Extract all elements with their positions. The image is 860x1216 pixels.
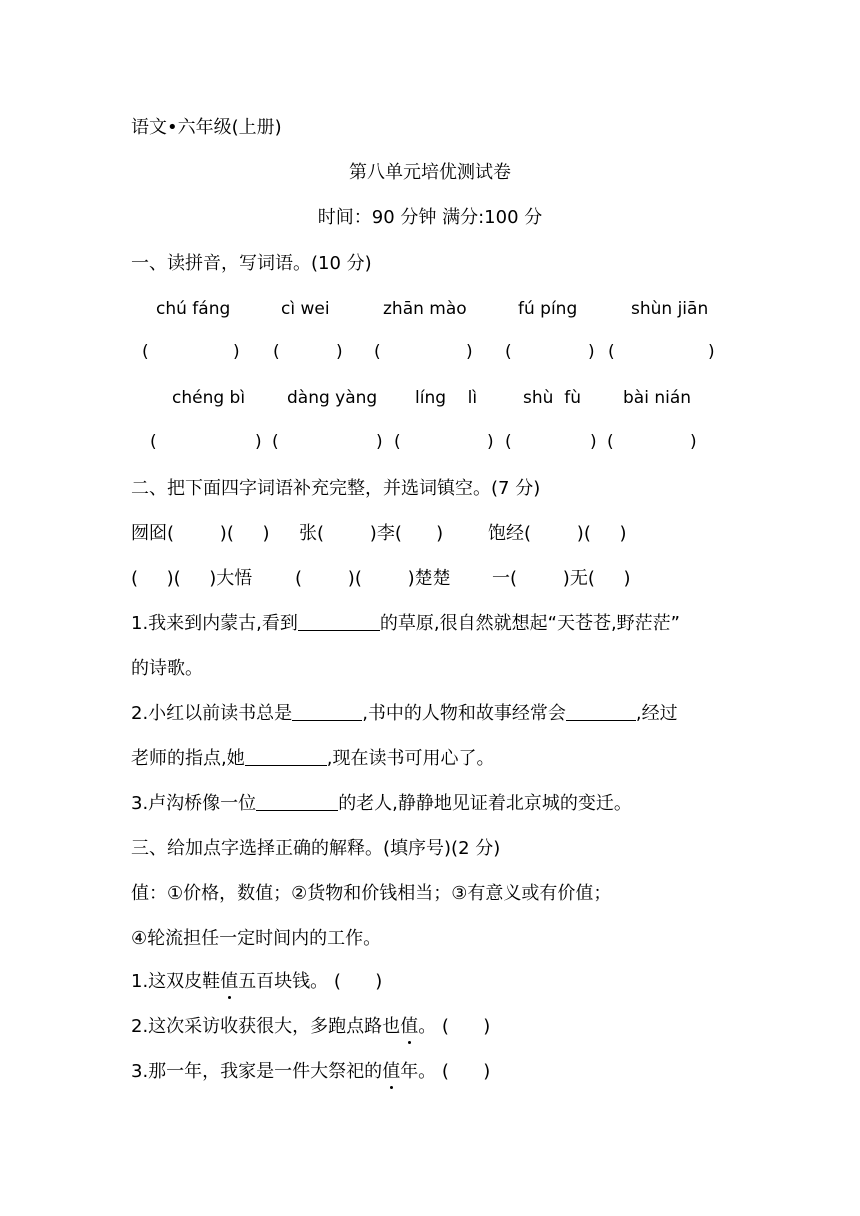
choice-question-2 xyxy=(131,1015,490,1039)
choice-question-1 xyxy=(131,970,382,994)
section3-heading: 三、给加点字选择正确的解释。(填序号)(2 分) xyxy=(131,838,501,859)
fill-question-1 xyxy=(131,612,680,636)
question-text: 2.小红以前读书总是 xyxy=(131,703,293,724)
answer-bracket-close: ) xyxy=(466,342,473,362)
fill-question-2-cont xyxy=(131,747,494,771)
answer-bracket-open: ( xyxy=(272,432,279,452)
answer-bracket-close: ) xyxy=(487,432,494,452)
answer-bracket-close: ) xyxy=(690,432,697,452)
pinyin-item: líng lì xyxy=(415,388,478,408)
question-text: 3.卢沟桥像一位 xyxy=(131,793,257,814)
question-text: 老师的指点,她 xyxy=(131,748,245,769)
definition-line-2: ④轮流担任一定时间内的工作。 xyxy=(131,928,382,949)
exam-title: 第八单元培优测试卷 xyxy=(349,162,511,183)
question-text: 3.那一年，我家是一件大祭祀的 xyxy=(131,1061,383,1082)
idiom-item: 张( )李( ) xyxy=(299,523,444,544)
answer-bracket-close: ) xyxy=(336,342,343,362)
dotted-character: 值 xyxy=(382,1061,401,1082)
pinyin-item: zhān mào xyxy=(383,299,467,319)
pinyin-item: cì wei xyxy=(281,299,330,319)
question-text: ,经过 xyxy=(635,703,678,724)
exam-time-info: 时间：90 分钟 满分:100 分 xyxy=(317,207,543,228)
dotted-character: 值 xyxy=(220,971,239,992)
pinyin-item: dàng yàng xyxy=(287,388,378,408)
answer-bracket-open: ( xyxy=(607,432,614,452)
answer-bracket-open: ( xyxy=(394,432,401,452)
section2-heading: 二、把下面四字词语补充完整，并选词镇空。(7 分) xyxy=(131,478,541,499)
pinyin-item: fú píng xyxy=(518,299,578,319)
question-text: 的草原,很自然就想起“天苍苍,野茫茫” xyxy=(379,613,680,634)
answer-bracket-close: ) xyxy=(255,432,262,452)
answer-blank[interactable] xyxy=(245,747,327,766)
idiom-item: ( )( )大悟 xyxy=(131,568,253,589)
answer-bracket-open: ( xyxy=(505,342,512,362)
answer-bracket-open: ( xyxy=(273,342,280,362)
subject-label: 语文•六年级(上册) xyxy=(131,117,282,138)
dotted-character: 值 xyxy=(400,1016,419,1037)
fill-question-2 xyxy=(131,702,678,726)
pinyin-item: shùn jiān xyxy=(631,299,709,319)
answer-blank[interactable] xyxy=(256,792,338,811)
section1-heading: 一、读拼音，写词语。(10 分) xyxy=(131,253,372,274)
answer-blank[interactable] xyxy=(566,702,636,721)
answer-bracket-open: ( xyxy=(142,342,149,362)
answer-bracket-close: ) xyxy=(376,432,383,452)
answer-blank[interactable] xyxy=(292,702,362,721)
question-text: 1.这双皮鞋 xyxy=(131,971,221,992)
answer-bracket-open: ( xyxy=(608,342,615,362)
idiom-item: ( )( )楚楚 xyxy=(295,568,451,589)
idiom-item: 一( )无( ) xyxy=(492,568,631,589)
question-text: 五百块钱。 ( ) xyxy=(238,971,383,992)
answer-bracket-close: ) xyxy=(588,342,595,362)
answer-bracket-close: ) xyxy=(233,342,240,362)
question-text: 。 ( ) xyxy=(418,1016,491,1037)
definition-line-1: 值：①价格，数值；②货物和价钱相当；③有意义或有价值； xyxy=(131,883,612,904)
answer-bracket-close: ) xyxy=(708,342,715,362)
answer-bracket-close: ) xyxy=(590,432,597,452)
answer-bracket-open: ( xyxy=(374,342,381,362)
question-text: 1.我来到内蒙古,看到 xyxy=(131,613,298,634)
question-text: 的老人,静静地见证着北京城的变迁。 xyxy=(338,793,632,814)
answer-bracket-open: ( xyxy=(150,432,157,452)
fill-question-1-cont: 的诗歌。 xyxy=(131,658,203,679)
idiom-item: 囫囵( )( ) xyxy=(131,523,270,544)
question-text: ,现在读书可用心了。 xyxy=(326,748,495,769)
pinyin-item: bài nián xyxy=(623,388,692,408)
answer-bracket-open: ( xyxy=(505,432,512,452)
question-text: 年。 ( ) xyxy=(400,1061,491,1082)
pinyin-item: chéng bì xyxy=(172,388,246,408)
answer-blank[interactable] xyxy=(298,612,380,631)
fill-question-3 xyxy=(131,792,632,816)
choice-question-3 xyxy=(131,1060,490,1084)
pinyin-item: shù fù xyxy=(523,388,581,408)
idiom-item: 饱经( )( ) xyxy=(488,523,627,544)
pinyin-item: chú fáng xyxy=(156,299,231,319)
question-text: 2.这次采访收获很大，多跑点路也 xyxy=(131,1016,401,1037)
question-text: ,书中的人物和故事经常会 xyxy=(362,703,566,724)
